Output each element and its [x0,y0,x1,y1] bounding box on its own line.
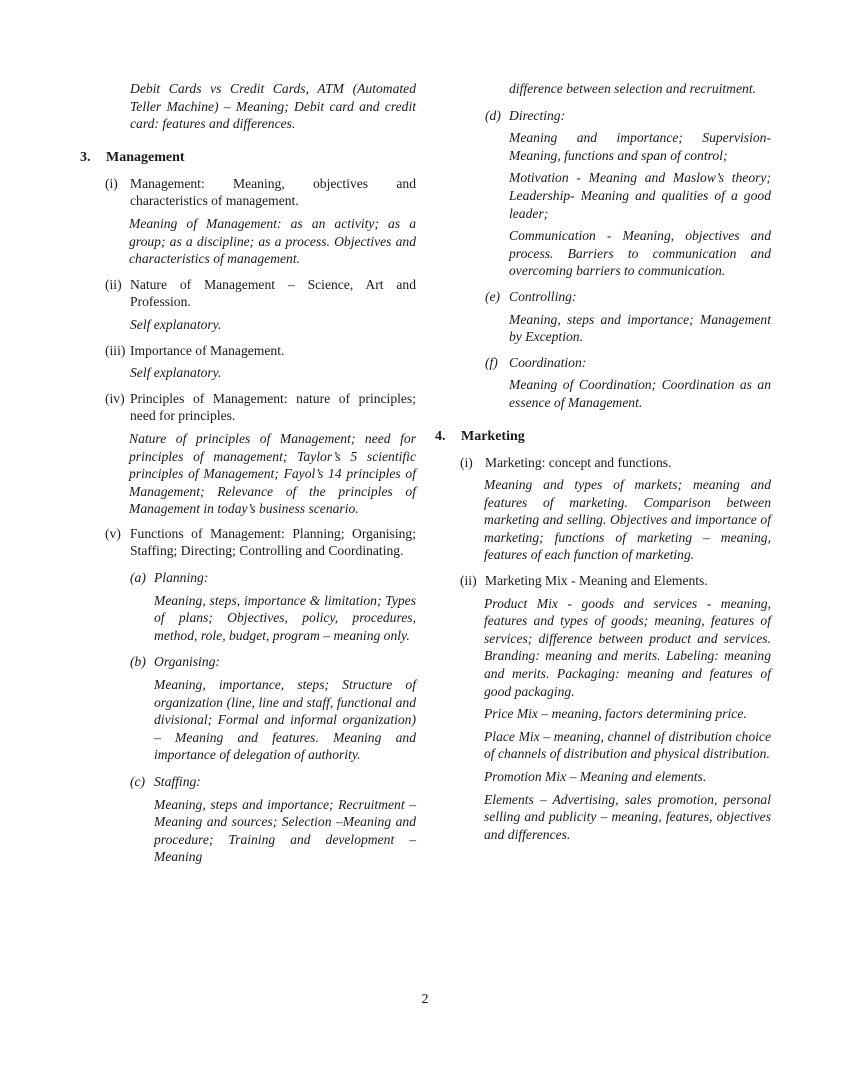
item-number: (i) [460,454,473,470]
section-title: Management [106,149,185,165]
right-column [435,80,771,843]
sub-item-label: Staffing: [154,774,201,789]
item-description: Promotion Mix – Meaning and elements. [484,769,707,784]
item-label: Marketing Mix - Meaning and Elements. [485,573,708,589]
sub-item [485,354,771,372]
page-number: 2 [421,992,429,1007]
sub-item [130,773,416,791]
item-label: Management: Meaning, objectives and characteristics of management. [130,175,416,209]
item-number: (ii) [105,276,122,292]
item-description: Nature of principles of Management; need for principles of management; Taylor’s 5 scientific principles of Management; Fayol’s 14 principles of Management; Relevance of the principles of Management in today’s business scenario. [129,430,416,517]
intro-paragraph: Debit Cards vs Credit Cards, ATM (Automated Teller Machine) – Meaning; Debit card and credit card: features and differences. [130,81,416,132]
sub-item-description: Meaning, steps and importance; Management by Exception. [509,311,771,345]
item-description: Elements – Advertising, sales promotion, personal selling and publicity – meaning, features, objectives and differences. [484,791,771,842]
sub-item [485,107,771,125]
left-column [80,80,416,866]
sub-item-label: Organising: [154,654,220,670]
sub-item-label: Planning: [154,570,209,586]
sub-item-marker: (e) [485,288,501,304]
sub-item-description: Meaning, steps, importance & limitation; Types of plans; Objectives, policy, procedures, method, role, budget, program – meaning only. [154,592,416,643]
list-item [105,276,416,311]
sub-item-label: Coordination: [509,354,587,370]
list-item [460,572,771,590]
continued-text: difference between selection and recruitment. [509,81,756,96]
item-description: Meaning and types of markets; meaning and features of marketing. Comparison between marketing and selling. Objectives and importance of marketing; functions of marketing – meaning, features of each function of marketing. [484,477,771,563]
item-description: Self explanatory. [130,316,222,332]
list-item [105,390,416,425]
item-label: Principles of Management: nature of principles; need for principles. [130,390,416,424]
list-item [105,342,416,360]
item-label: Nature of Management – Science, Art and Profession. [130,276,416,310]
item-label: Marketing: concept and functions. [485,454,672,470]
sub-item-label: Directing: [509,107,566,123]
sub-item-marker: (a) [130,570,146,586]
sub-item-description: Motivation - Meaning and Maslow’s theory; Leadership- Meaning and qualities of a good leader; [509,170,771,221]
item-description: Price Mix – meaning, factors determining price. [484,706,747,722]
sub-item-description: Meaning of Coordination; Coordination as an essence of Management. [509,377,771,410]
section-title: Marketing [461,428,525,444]
section-number: 3. [80,149,91,165]
sub-item-marker: (c) [130,774,146,789]
item-number: (i) [105,175,118,191]
section-number: 4. [435,428,446,444]
section-heading-management [80,149,416,167]
sub-item-label: Controlling: [509,288,577,304]
sub-item-description: Communication - Meaning, objectives and process. Barriers to communication and overcoming barriers to communication. [509,228,771,279]
list-item [105,175,416,210]
sub-item [130,653,416,671]
sub-item-marker: (f) [485,354,498,370]
item-label: Functions of Management: Planning; Organising; Staffing; Directing; Controlling and Coordinating. [130,525,416,559]
list-item [460,454,771,472]
list-item [105,525,416,560]
item-description: Product Mix - goods and services - meaning, features and types of goods; meaning, features of services; difference between product and services. Branding: meaning and merits. Labeling: meaning and merits. Packaging: meaning and features of good packaging. [484,595,771,699]
sub-item-marker: (d) [485,107,501,123]
item-number: (iii) [105,342,126,358]
item-description: Place Mix – meaning, channel of distribution choice of channels of distribution and physical distribution. [484,728,771,762]
item-description: Meaning of Management: as an activity; as a group; as a discipline; as a process. Objectives and characteristics of management. [129,215,416,267]
section-heading-marketing [435,428,771,446]
sub-item [130,569,416,587]
sub-item-marker: (b) [130,654,146,670]
sub-item-description: Meaning, importance, steps; Structure of organization (line, line and staff, functional and divisional; Formal and informal organization) – Meaning and features. Meaning and importance of delegation of authority. [154,677,416,763]
item-number: (iv) [105,390,125,406]
item-number: (v) [105,525,121,541]
item-description: Self explanatory. [130,365,222,381]
sub-item [485,288,771,306]
sub-item-description: Meaning, steps and importance; Recruitment – Meaning and sources; Selection –Meaning and procedure; Training and development – Meaning [154,796,416,865]
sub-item-description: Meaning and importance; Supervision-Meaning, functions and span of control; [509,130,771,163]
item-number: (ii) [460,573,477,589]
item-label: Importance of Management. [130,342,285,358]
